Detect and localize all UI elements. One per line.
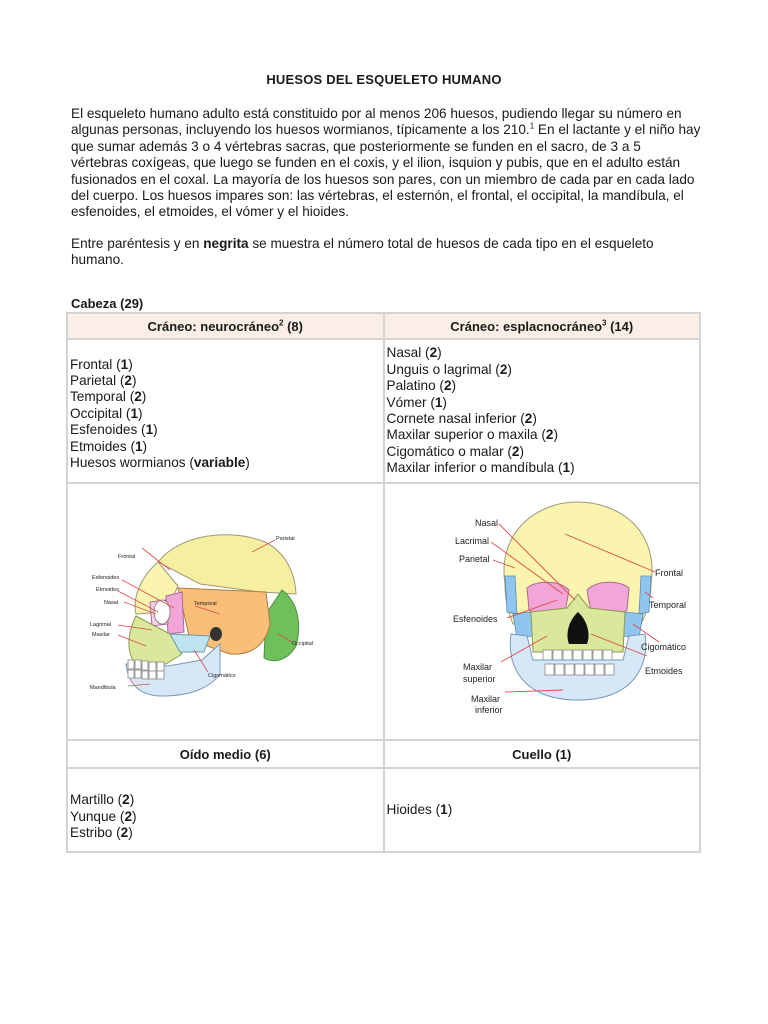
lateral-skull-svg	[70, 484, 329, 739]
bone-name: Maxilar inferior o mandíbula	[386, 460, 555, 476]
lateral-label-parietal: Parietal	[276, 536, 295, 542]
lateral-label-frontal: Frontal	[118, 554, 136, 560]
lateral-label-cigomatico: Cigomático	[208, 673, 236, 679]
bone-item: Frontal (1)	[70, 356, 133, 372]
bone-name: Cornete nasal inferior	[386, 411, 517, 426]
frontal-label-nasal: Nasal	[474, 518, 498, 528]
bone-count: 2	[124, 372, 132, 388]
bone-name: Hioides	[386, 801, 432, 817]
neurocraneo-list	[67, 339, 384, 483]
bone-item: Vómer (1)	[386, 394, 447, 410]
frontal-label-maxilar-inf-2: inferior	[474, 705, 503, 715]
bone-name: Nasal	[386, 345, 422, 361]
frontal-skull-diagram	[387, 484, 698, 739]
lateral-label-mandibula: Mandíbula	[90, 685, 116, 691]
bone-count: 2	[124, 808, 132, 824]
bone-count: 1	[134, 438, 143, 454]
bone-name: Parietal	[70, 372, 117, 388]
bone-name: Cigomático o malar	[386, 443, 504, 459]
header-oido-medio: Oído medio (6)	[67, 740, 384, 768]
bone-name: Etmoides	[70, 438, 127, 454]
bone-name: Yunque	[70, 808, 117, 824]
intro-text-1: El esqueleto humano adulto está constituido por al menos 206 huesos, pudiendo llegar su número en algunas personas, incluyendo los huesos wormianos, típicamente a los 210.	[71, 106, 682, 138]
lateral-label-lagrimal: Lagrimal	[90, 622, 112, 628]
lateral-label-nasal: Nasal	[104, 600, 119, 606]
lateral-label-temporal: Temporal	[194, 601, 217, 607]
bone-count: 1	[130, 405, 138, 421]
bone-item: Huesos wormianos (variable)	[70, 455, 250, 471]
bone-item: Temporal (2)	[70, 389, 147, 405]
bone-count: 1	[434, 394, 443, 410]
frontal-label-maxilar-inf-1: Maxilar	[470, 694, 500, 704]
header-esplacnocraneo	[384, 313, 701, 339]
bone-item: Maxilar inferior o mandíbula (1)	[386, 460, 575, 476]
bone-name: Unguis o lagrimal	[386, 361, 492, 377]
footnote-ref-3[interactable]: 3	[602, 318, 607, 328]
lateral-orbit	[154, 600, 170, 624]
bone-item: Martillo (2)	[70, 792, 135, 808]
bone-item: Esfenoides (1)	[70, 422, 158, 438]
bone-count: 1	[120, 356, 129, 372]
header-neurocraneo-text: Cráneo: neurocráneo	[147, 318, 280, 334]
lateral-label-etmoides: Etmoides	[96, 587, 119, 593]
bone-item: Unguis o lagrimal (2)	[386, 361, 512, 377]
footnote-ref-1[interactable]: 1	[529, 121, 535, 131]
bone-count: 2	[429, 345, 438, 361]
bone-item: Estribo (2)	[70, 825, 133, 841]
bone-item: Cornete nasal inferior (2)	[386, 411, 537, 426]
bone-name: Temporal	[70, 389, 126, 405]
header-neurocraneo-count: (8)	[283, 318, 303, 334]
section-cabeza: Cabeza (29)	[71, 296, 144, 311]
bone-count: 2	[499, 361, 508, 377]
bone-name: Maxilar superior o maxila	[386, 427, 538, 443]
bone-count: 2	[443, 378, 452, 394]
frontal-label-parietal: Parietal	[458, 554, 490, 564]
bone-name: Martillo	[70, 792, 114, 808]
frontal-zygomatic-right	[623, 612, 643, 638]
bone-item: Cigomático o malar (2)	[386, 443, 525, 459]
bone-count: 2	[524, 411, 533, 426]
frontal-label-esfenoides: Esfenoides	[452, 614, 498, 624]
footnote-ref-2[interactable]: 2	[279, 318, 284, 328]
bone-count: 2	[120, 825, 129, 841]
frontal-label-maxilar-sup-2: superior	[462, 674, 496, 684]
bone-item: Yunque (2)	[70, 808, 137, 824]
oido-medio-list	[67, 768, 384, 852]
bone-count: 1	[440, 801, 448, 817]
cuello-list	[384, 768, 701, 852]
frontal-label-temporal: Temporal	[648, 600, 686, 610]
bone-name: Vómer	[386, 394, 427, 410]
bone-count: 2	[511, 443, 520, 459]
bone-item: Occipital (1)	[70, 405, 143, 421]
bone-item: Parietal (2)	[70, 372, 137, 388]
header-cuello: Cuello (1)	[384, 740, 701, 768]
bone-count: 2	[545, 427, 554, 443]
bone-name: Occipital	[70, 405, 123, 421]
frontal-label-etmoides: Etmoides	[644, 666, 683, 676]
bone-count: 2	[134, 389, 142, 405]
header-neurocraneo	[67, 313, 384, 339]
bone-name: Estribo	[70, 825, 113, 841]
bone-count: 2	[122, 792, 130, 808]
bone-item: Hioides (1)	[386, 801, 453, 817]
lateral-label-occipital: Occipital	[292, 641, 314, 647]
lateral-label-esfenoides: Esfenoides	[92, 575, 120, 581]
intro-text-2: En el lactante y el niño hay que sumar además 3 o 4 vértebras sacras, que posteriormente se funden en el sacro, de 3 a 5 vértebras coxígeas, que luego se funden en el coxis, y el ilion, isquion y pubis, que en el adulto están fusionados en el coxal. La mayoría de los huesos son pares, con un miembro de cada par en cada lado del cuerpo. Los huesos impares son: las vértebras, el esternón, el frontal, el occipital, la mandíbula, el esfenoides, el etmoides, el vómer y el hioides.	[71, 122, 701, 220]
frontal-zygomatic-left	[513, 612, 533, 638]
note-text-before: Entre paréntesis y en	[71, 236, 204, 251]
bone-count: 1	[145, 422, 154, 438]
bone-name: Frontal	[70, 356, 113, 372]
frontal-skull-svg	[387, 484, 759, 739]
lateral-label-maxilar: Maxilar	[92, 632, 110, 638]
note-paragraph	[71, 236, 701, 269]
bone-name: Esfenoides	[70, 422, 138, 438]
frontal-label-maxilar-sup-1: Maxilar	[462, 662, 492, 672]
document-title: HUESOS DEL ESQUELETO HUMANO	[266, 72, 502, 87]
bone-item: Nasal (2)	[386, 345, 442, 361]
lateral-ear-canal	[210, 627, 222, 641]
header-esplacnocraneo-text: Cráneo: esplacnocráneo	[450, 318, 603, 334]
note-text-after: se muestra el número total de huesos de cada tipo en el esqueleto humano.	[71, 236, 654, 268]
frontal-label-lacrimal: Lacrimal	[454, 536, 489, 546]
bone-name: Huesos wormianos	[70, 455, 186, 471]
bone-item: Palatino (2)	[386, 378, 457, 394]
lateral-skull-diagram	[70, 484, 381, 739]
header-esplacnocraneo-count: (14)	[606, 318, 634, 334]
frontal-skull-cell	[384, 483, 701, 740]
bone-item: Maxilar superior o maxila (2)	[386, 427, 558, 443]
frontal-temporal-left	[505, 576, 517, 614]
frontal-label-frontal: Frontal	[654, 568, 683, 578]
bone-item: Etmoides (1)	[70, 438, 148, 454]
frontal-label-cigomatico: Cigomático	[640, 642, 686, 652]
bones-table	[66, 312, 701, 853]
bone-name: Palatino	[386, 378, 436, 394]
lateral-skull-cell	[67, 483, 384, 740]
esplacnocraneo-list	[384, 339, 701, 483]
frontal-teeth-lower	[545, 664, 614, 675]
bone-count: variable	[193, 455, 246, 471]
intro-paragraph	[71, 106, 701, 221]
note-text-bold: negrita	[203, 236, 249, 251]
lateral-parietal-shape	[158, 535, 296, 594]
bone-count: 1	[562, 460, 571, 476]
